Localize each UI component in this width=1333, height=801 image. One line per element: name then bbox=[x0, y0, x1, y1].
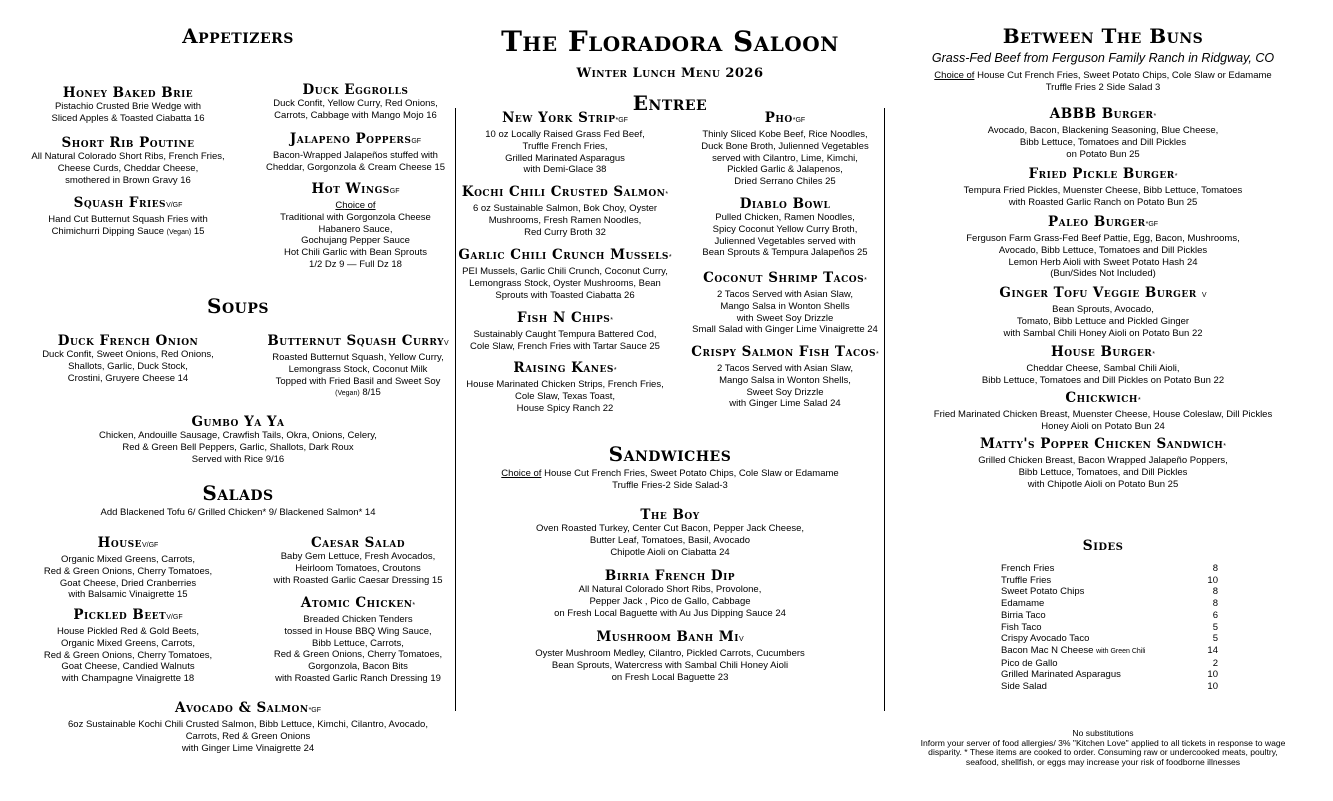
restaurant-title: The Floradora Saloon bbox=[501, 25, 839, 58]
item-name: House Burger* bbox=[1050, 344, 1155, 360]
item-desc: Mango Salsa in Wonton Shells, bbox=[719, 374, 851, 386]
item-desc: Chicken, Andouille Sausage, Crawfish Tails, Okra, Onions, Celery, bbox=[99, 430, 377, 441]
item-desc: Honey Aioli on Potato Bun 24 bbox=[1041, 420, 1165, 432]
item-desc: Carrots, Cabbage with Mango Mojo 16 bbox=[274, 109, 437, 121]
item-name: Pho*GF bbox=[764, 110, 806, 126]
list-item: Truffle Fries 10 bbox=[1001, 574, 1218, 586]
sides-list bbox=[1001, 563, 1221, 693]
item-desc: Shallots, Garlic, Duck Stock, bbox=[68, 360, 188, 372]
item-desc: Mango Salsa in Wonton Shells bbox=[720, 300, 850, 312]
entree-heading: Entree bbox=[632, 91, 708, 115]
item-name: Birria French Dip bbox=[604, 568, 736, 584]
item-desc: with Sweet Soy Drizzle bbox=[736, 312, 834, 324]
list-item: Crispy Avocado Taco 5 bbox=[1001, 633, 1218, 645]
item-desc: Bean Sprouts, Watercress with Sambal Chili Honey Aioli bbox=[551, 659, 789, 671]
item-desc: Hot Chili Garlic with Bean Sprouts bbox=[283, 247, 428, 259]
item-desc: Roasted Butternut Squash, Yellow Curry, bbox=[272, 352, 444, 363]
item-desc: Cheddar Cheese, Sambal Chili Aioli, bbox=[1026, 363, 1180, 374]
item-desc: All Natural Colorado Short Ribs, Provolone, bbox=[578, 584, 762, 595]
item-desc: All Natural Colorado Short Ribs, French Fries, bbox=[31, 151, 225, 162]
list-item: Birria Taco 6 bbox=[1001, 609, 1218, 621]
menu-item-fried-pickle-burger bbox=[893, 166, 1313, 209]
item-desc: Pepper Jack , Pico de Gallo, Cabbage bbox=[589, 595, 751, 607]
item-desc: Chipotle Aioli on Ciabatta 24 bbox=[610, 546, 730, 558]
item-desc: Julienned Vegetables served with bbox=[714, 235, 856, 247]
item-desc: Avocado, Bibb Lettuce, Tomatoes and Dill Pickles bbox=[998, 244, 1208, 256]
item-desc: Goat Cheese, Dried Cranberries bbox=[59, 577, 197, 589]
item-desc: Lemongrass Stock, Coconut Milk bbox=[288, 363, 428, 375]
list-item: Pico de Gallo 2 bbox=[1001, 657, 1218, 669]
list-item: Sweet Potato Chips 8 bbox=[1001, 586, 1218, 598]
sandwiches-heading: Sandwiches bbox=[608, 442, 732, 466]
item-desc: Ferguson Farm Grass-Fed Beef Pattie, Egg, Bacon, Mushrooms, bbox=[966, 233, 1240, 244]
menu-item-caesar-salad bbox=[248, 535, 468, 586]
item-desc: Tempura Fried Pickles, Muenster Cheese, Bibb Lettuce, Tomatoes bbox=[963, 185, 1243, 196]
item-desc: on Potato Bun 25 bbox=[1066, 148, 1140, 160]
item-name: Fried Pickle Burger* bbox=[1028, 166, 1178, 182]
item-desc: Topped with Fried Basil and Sweet Soy bbox=[275, 375, 441, 387]
item-desc: House Marinated Chicken Strips, French Fries, bbox=[466, 379, 664, 390]
item-name: ABBB Burger* bbox=[1049, 106, 1157, 122]
item-desc: Pulled Chicken, Ramen Noodles, bbox=[715, 212, 855, 223]
menu-subtitle: Winter Lunch Menu 2026 bbox=[576, 66, 764, 81]
item-name: Garlic Chili Crunch Mussels* bbox=[458, 247, 672, 263]
menu-item-pho bbox=[675, 110, 895, 188]
item-desc: Cheese Curds, Cheddar Cheese, bbox=[57, 162, 199, 174]
item-desc: with Ginger Lime Vinaigrette 24 bbox=[181, 742, 315, 754]
item-name: Ginger Tofu Veggie Burger V bbox=[999, 285, 1207, 301]
menu-item-honey-brie bbox=[18, 85, 238, 125]
menu-item-raising-kanes bbox=[455, 360, 675, 414]
menu-item-coconut-tacos bbox=[675, 270, 895, 336]
item-desc: Cole Slaw, French Fries with Tartar Sauce 25 bbox=[470, 340, 660, 352]
menu-item-fish-chips bbox=[455, 310, 675, 353]
item-desc: Cole Slaw, Texas Toast, bbox=[515, 390, 615, 402]
item-name: Coconut Shrimp Tacos* bbox=[703, 270, 867, 286]
list-item: Edamame 8 bbox=[1001, 598, 1218, 610]
item-name: Atomic Chicken* bbox=[300, 595, 416, 611]
item-name: Matty's Popper Chicken Sandwich* bbox=[979, 436, 1227, 452]
menu-item-mussels bbox=[450, 247, 680, 301]
item-desc: Baby Gem Lettuce, Fresh Avocados, bbox=[280, 551, 436, 562]
item-name: Caesar Salad bbox=[310, 535, 406, 551]
buns-choice: Choice of House Cut French Fries, Sweet Potato Chips, Cole Slaw or Edamame bbox=[934, 70, 1272, 81]
salad-addons: Add Blackened Tofu 6/ Grilled Chicken* 9/ Blackened Salmon* 14 bbox=[100, 507, 376, 518]
menu-item-ny-strip bbox=[455, 110, 675, 176]
item-desc: Butter Leaf, Tomatoes, Basil, Avocado bbox=[589, 534, 751, 546]
menu-item-the-boy bbox=[450, 507, 890, 558]
item-desc: on Fresh Local Baguette with Au Jus Dipping Sauce 24 bbox=[554, 607, 786, 619]
list-item: Side Salad 10 bbox=[1001, 681, 1218, 693]
item-desc: Bean Sprouts & Tempura Jalapeños 25 bbox=[702, 247, 868, 259]
item-desc: Duck Confit, Yellow Curry, Red Onions, bbox=[273, 98, 438, 109]
item-name: Avocado & Salmon*GF bbox=[174, 700, 322, 716]
menu-item-pickled-beet bbox=[18, 607, 238, 685]
item-desc: Bean Sprouts, Avocado, bbox=[1052, 304, 1154, 315]
item-desc: Grilled Marinated Asparagus bbox=[505, 152, 625, 164]
item-desc: 10 oz Locally Raised Grass Fed Beef, bbox=[485, 129, 645, 140]
appetizers-heading: Appetizers bbox=[182, 24, 294, 48]
buns-heading: Between The Buns bbox=[1002, 24, 1204, 48]
menu-item-house-salad bbox=[18, 535, 238, 601]
item-desc: Red & Green Onions, Cherry Tomatoes, bbox=[43, 649, 213, 661]
choice-label: Choice of bbox=[335, 200, 376, 211]
footer-line: Inform your server of food allergies/ 3% "Kitchen Love" applied to all tickets in response to wage bbox=[920, 737, 1286, 748]
item-desc: Tomato, Bibb Lettuce and Pickled Ginger bbox=[1016, 315, 1190, 327]
item-name: Mushroom Banh MiV bbox=[596, 629, 744, 645]
menu-item-diablo-bowl bbox=[675, 196, 895, 259]
footer-line: disparity. * These items are cooked to order. Consuming raw or undercooked meats, poultry, bbox=[928, 747, 1278, 758]
item-desc: Small Salad with Ginger Lime Vinaigrette 24 bbox=[692, 324, 878, 336]
item-desc: Oven Roasted Turkey, Center Cut Bacon, Pepper Jack Cheese, bbox=[535, 523, 805, 534]
item-desc: 6oz Sustainable Kochi Chili Crusted Salmon, Bibb Lettuce, Kimchi, Cilantro, Avocado, bbox=[68, 719, 428, 730]
buns-subheading: Grass-Fed Beef from Ferguson Family Ranch in Ridgway, CO bbox=[931, 51, 1275, 65]
menu-item-banh-mi bbox=[450, 629, 890, 683]
sides-heading: Sides bbox=[1082, 538, 1124, 554]
menu-item-jalapeno-poppers bbox=[248, 131, 463, 174]
item-desc: Lemon Herb Aioli with Sweet Potato Hash 24 bbox=[1008, 256, 1198, 268]
item-desc: Bibb Lettuce, Tomatoes and Dill Pickles on Potato Bun 22 bbox=[981, 374, 1225, 386]
item-desc: with Demi-Glace 38 bbox=[523, 164, 607, 176]
item-desc: PEI Mussels, Garlic Chili Crunch, Coconut Curry, bbox=[462, 266, 668, 277]
item-desc: smothered in Brown Gravy 16 bbox=[65, 174, 191, 186]
item-name: Jalapeno PoppersGF bbox=[289, 131, 422, 147]
item-desc: with Roasted Garlic Caesar Dressing 15 bbox=[273, 574, 443, 586]
item-desc: Gorgonzola, Bacon Bits bbox=[308, 661, 408, 673]
item-desc: Sliced Apples & Toasted Ciabatta 16 bbox=[51, 112, 205, 124]
item-desc: Spicy Coconut Yellow Curry Broth, bbox=[712, 223, 858, 235]
item-desc: Hand Cut Butternut Squash Fries with bbox=[48, 214, 208, 225]
item-desc: Pistachio Crusted Brie Wedge with bbox=[54, 101, 202, 112]
footer-line: seafood, shellfish, or eggs may increase your risk of foodborne illnesses bbox=[965, 756, 1241, 767]
item-desc: Pickled Garlic & Jalapenos, bbox=[727, 164, 843, 176]
item-desc: Fried Marinated Chicken Breast, Muenster Cheese, House Coleslaw, Dill Pickles bbox=[933, 409, 1273, 420]
item-desc: on Fresh Local Baguette 23 bbox=[611, 671, 729, 683]
item-desc: Red & Green Onions, Cherry Tomatoes, bbox=[43, 565, 213, 577]
menu-item-butternut-curry bbox=[248, 333, 468, 400]
divider-left bbox=[455, 108, 456, 711]
item-name: HouseV/GF bbox=[97, 535, 159, 551]
item-desc: Organic Mixed Greens, Carrots, bbox=[60, 637, 196, 649]
item-name: Pickled BeetV/GF bbox=[73, 607, 183, 623]
item-desc: 2 Tacos Served with Asian Slaw, bbox=[716, 363, 854, 374]
item-name: Kochi Chili Crusted Salmon* bbox=[461, 184, 669, 200]
item-desc: Lemongrass Stock, Oyster Mushrooms, Bean bbox=[469, 277, 661, 289]
item-name: Short Rib Poutine bbox=[61, 135, 195, 151]
item-name: Duck French Onion bbox=[57, 333, 199, 349]
item-desc: Red Curry Broth 32 bbox=[524, 226, 606, 238]
item-desc: Goat Cheese, Candied Walnuts bbox=[61, 661, 195, 673]
item-name: Fish N Chips* bbox=[517, 310, 613, 326]
list-item: Grilled Marinated Asparagus 10 bbox=[1001, 669, 1218, 681]
item-desc: Bibb Lettuce, Carrots, bbox=[312, 637, 404, 649]
item-name: Crispy Salmon Fish Tacos* bbox=[691, 344, 879, 360]
item-name: Duck Eggrolls bbox=[302, 82, 409, 98]
footer-line: No substitutions bbox=[1072, 728, 1134, 738]
item-desc: with Roasted Garlic Ranch Dressing 19 bbox=[275, 672, 441, 684]
sandwich-choice: Choice of House Cut French Fries, Sweet Potato Chips, Cole Slaw or Edamame bbox=[501, 468, 839, 479]
item-desc: Chimichurri Dipping Sauce (Vegan) 15 bbox=[51, 225, 205, 237]
item-desc: Bibb Lettuce, Tomatoes and Dill Pickles bbox=[1019, 136, 1187, 148]
menu-item-salmon-tacos bbox=[675, 344, 895, 410]
item-name: Butternut Squash CurryV bbox=[267, 333, 449, 349]
item-desc: Organic Mixed Greens, Carrots, bbox=[60, 554, 196, 565]
menu-item-kochi-salmon bbox=[455, 184, 675, 238]
item-desc: with Balsamic Vinaigrette 15 bbox=[68, 589, 188, 601]
item-name: Squash FriesV/GF bbox=[73, 195, 183, 211]
item-desc: Avocado, Bacon, Blackening Seasoning, Blue Cheese, bbox=[987, 125, 1219, 136]
item-desc: Carrots, Red & Green Onions bbox=[185, 730, 311, 742]
item-desc: Duck Confit, Sweet Onions, Red Onions, bbox=[42, 349, 214, 360]
item-desc: Cheddar, Gorgonzola & Cream Cheese 15 bbox=[265, 161, 446, 173]
menu-item-matty-popper bbox=[893, 436, 1313, 490]
item-desc: Habanero Sauce, bbox=[318, 223, 393, 235]
item-name: New York Strip*GF bbox=[502, 110, 628, 126]
menu-item-gumbo bbox=[18, 414, 458, 465]
item-desc: Bacon-Wrapped Jalapeños stuffed with bbox=[273, 150, 438, 161]
item-name: Hot WingsGF bbox=[311, 181, 400, 197]
menu-item-squash-fries bbox=[18, 195, 238, 239]
list-item: Bacon Mac N Cheese with Green Chili 14 bbox=[1001, 644, 1218, 656]
item-desc: Served with Rice 9/16 bbox=[191, 453, 285, 465]
item-desc: Sustainably Caught Tempura Battered Cod, bbox=[473, 329, 657, 340]
item-name: Honey Baked Brie bbox=[62, 85, 194, 101]
item-desc: with Sambal Chili Honey Aioli on Potato Bun 22 bbox=[1003, 327, 1203, 339]
item-desc: Truffle French Fries, bbox=[522, 140, 608, 152]
item-desc: Bibb Lettuce, Tomatoes, and Dill Pickles bbox=[1018, 466, 1188, 478]
item-desc: 2 Tacos Served with Asian Slaw, bbox=[716, 289, 854, 300]
item-name: Gumbo Ya Ya bbox=[191, 414, 285, 430]
menu-item-paleo-burger bbox=[893, 214, 1313, 280]
item-desc: Thinly Sliced Kobe Beef, Rice Noodles, bbox=[702, 129, 868, 140]
item-desc: Traditional with Gorgonzola Cheese bbox=[280, 211, 431, 223]
item-name: Chickwich* bbox=[1065, 390, 1141, 406]
menu-item-house-burger bbox=[893, 344, 1313, 387]
item-desc: 6 oz Sustainable Salmon, Bok Choy, Oyster bbox=[472, 203, 658, 214]
item-desc: Oyster Mushroom Medley, Cilantro, Pickled Carrots, Cucumbers bbox=[535, 648, 805, 659]
menu-item-short-rib-poutine bbox=[18, 135, 238, 186]
item-desc: Duck Bone Broth, Julienned Vegetables bbox=[701, 140, 869, 152]
menu-item-birria-dip bbox=[450, 568, 890, 619]
item-desc: Gochujang Pepper Sauce bbox=[301, 235, 410, 247]
item-desc: with Ginger Lime Salad 24 bbox=[729, 398, 841, 410]
item-desc: Heirloom Tomatoes, Croutons bbox=[295, 562, 421, 574]
item-desc: Breaded Chicken Tenders bbox=[303, 614, 413, 625]
item-desc: tossed in House BBQ Wing Sauce, bbox=[284, 625, 432, 637]
item-desc: with Chipotle Aioli on Potato Bun 25 bbox=[1027, 478, 1179, 490]
item-desc: Dried Serrano Chiles 25 bbox=[734, 176, 836, 188]
item-name: Diablo Bowl bbox=[739, 196, 831, 212]
soups-heading: Soups bbox=[207, 294, 269, 318]
item-desc: Sweet Soy Drizzle bbox=[746, 386, 824, 398]
item-name: Raising Kanes* bbox=[513, 360, 617, 376]
menu-item-duck-eggrolls bbox=[248, 82, 463, 122]
item-desc: (Vegan) 8/15 bbox=[335, 387, 381, 399]
menu-item-chickwich bbox=[893, 390, 1313, 433]
item-desc: Sprouts with Toasted Ciabatta 26 bbox=[495, 289, 635, 301]
item-name: Paleo Burger*GF bbox=[1047, 214, 1159, 230]
menu-item-hot-wings bbox=[248, 181, 463, 271]
item-desc: served with Cilantro, Lime, Kimchi, bbox=[712, 152, 858, 164]
item-name: The Boy bbox=[640, 507, 700, 523]
menu-item-duck-french-onion bbox=[18, 333, 238, 384]
item-desc: House Pickled Red & Gold Beets, bbox=[56, 626, 200, 637]
item-desc: (Bun/Sides Not Included) bbox=[1050, 268, 1156, 280]
list-item: French Fries 8 bbox=[1001, 563, 1218, 574]
footer-notice bbox=[885, 729, 1321, 767]
item-desc: with Roasted Garlic Ranch on Potato Bun 25 bbox=[1008, 196, 1198, 208]
item-desc: Red & Green Bell Peppers, Garlic, Shallots, Dark Roux bbox=[122, 441, 354, 453]
menu-item-avocado-salmon bbox=[18, 700, 478, 754]
item-desc: Mushrooms, Fresh Ramen Noodles, bbox=[488, 214, 642, 226]
menu-item-atomic-chicken bbox=[248, 595, 468, 685]
list-item: Fish Taco 5 bbox=[1001, 621, 1218, 633]
item-desc: Crostini, Gruyere Cheese 14 bbox=[67, 372, 189, 384]
item-desc: 1/2 Dz 9 — Full Dz 18 bbox=[309, 258, 402, 270]
sandwich-choice-extra: Truffle Fries-2 Side Salad-3 bbox=[612, 480, 728, 491]
divider-right bbox=[884, 108, 885, 711]
buns-choice-extra: Truffle Fries 2 Side Salad 3 bbox=[1045, 82, 1161, 93]
item-desc: with Champagne Vinaigrette 18 bbox=[61, 673, 195, 685]
menu-item-abbb-burger bbox=[893, 106, 1313, 160]
item-desc: Red & Green Onions, Cherry Tomatoes, bbox=[273, 649, 443, 661]
menu-item-ginger-tofu-burger bbox=[893, 285, 1313, 339]
salads-heading: Salads bbox=[202, 481, 274, 505]
item-desc: Grilled Chicken Breast, Bacon Wrapped Jalapeño Poppers, bbox=[978, 455, 1228, 466]
item-desc: House Spicy Ranch 22 bbox=[516, 402, 614, 414]
